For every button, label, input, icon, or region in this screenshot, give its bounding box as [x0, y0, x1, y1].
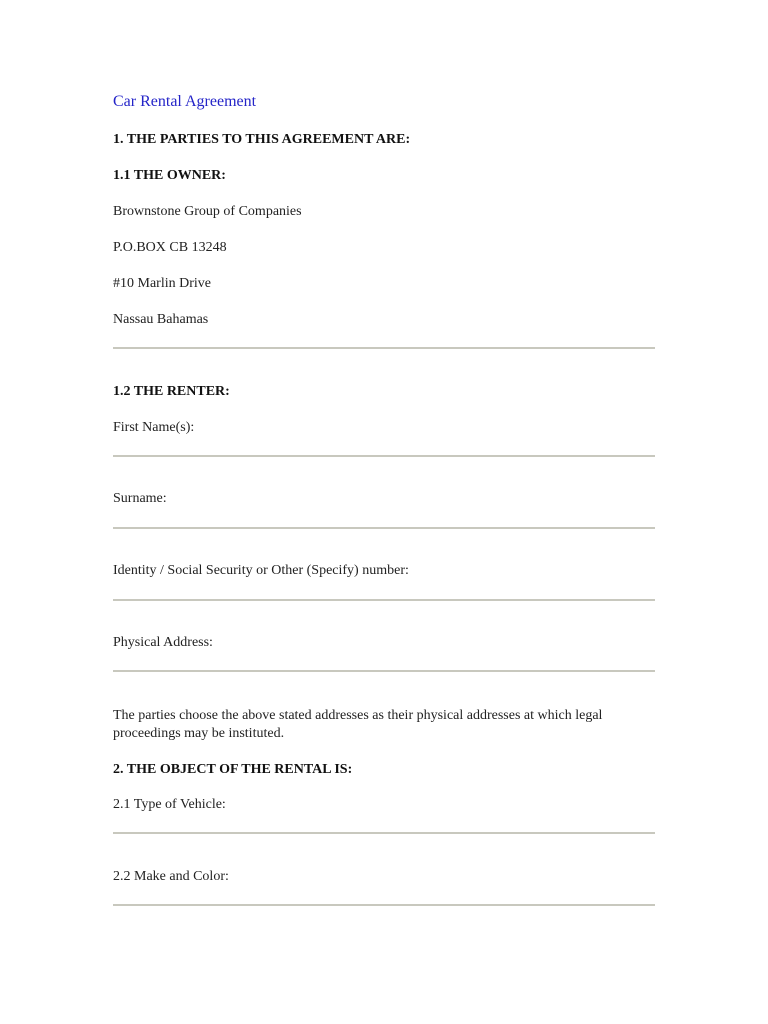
section-1-heading: 1. THE PARTIES TO THIS AGREEMENT ARE: [113, 132, 411, 147]
renter-first-name-line[interactable] [113, 455, 655, 457]
vehicle-type-label: 2.1 Type of Vehicle: [113, 797, 226, 812]
owner-po-box: P.O.BOX CB 13248 [113, 240, 227, 255]
renter-heading: 1.2 THE RENTER: [113, 384, 230, 399]
renter-first-name-label: First Name(s): [113, 420, 195, 435]
vehicle-make-color-label: 2.2 Make and Color: [113, 869, 229, 884]
renter-surname-line[interactable] [113, 527, 655, 529]
owner-heading: 1.1 THE OWNER: [113, 168, 226, 183]
addresses-note: The parties choose the above stated addresses as their physical addresses at which legal proceedings may be instituted. [113, 708, 603, 741]
vehicle-make-color-line[interactable] [113, 904, 655, 906]
owner-city-country: Nassau Bahamas [113, 312, 209, 327]
owner-company-name: Brownstone Group of Companies [113, 204, 302, 219]
section-2-heading: 2. THE OBJECT OF THE RENTAL IS: [113, 762, 353, 777]
owner-section-divider [113, 347, 655, 349]
document-title: Car Rental Agreement [113, 93, 257, 110]
renter-physical-address-label: Physical Address: [113, 635, 213, 650]
renter-id-number-line[interactable] [113, 599, 655, 601]
renter-surname-label: Surname: [113, 491, 167, 506]
owner-street-address: #10 Marlin Drive [113, 276, 211, 291]
renter-physical-address-line[interactable] [113, 670, 655, 672]
vehicle-type-line[interactable] [113, 832, 655, 834]
renter-id-number-label: Identity / Social Security or Other (Specify) number: [113, 563, 409, 578]
